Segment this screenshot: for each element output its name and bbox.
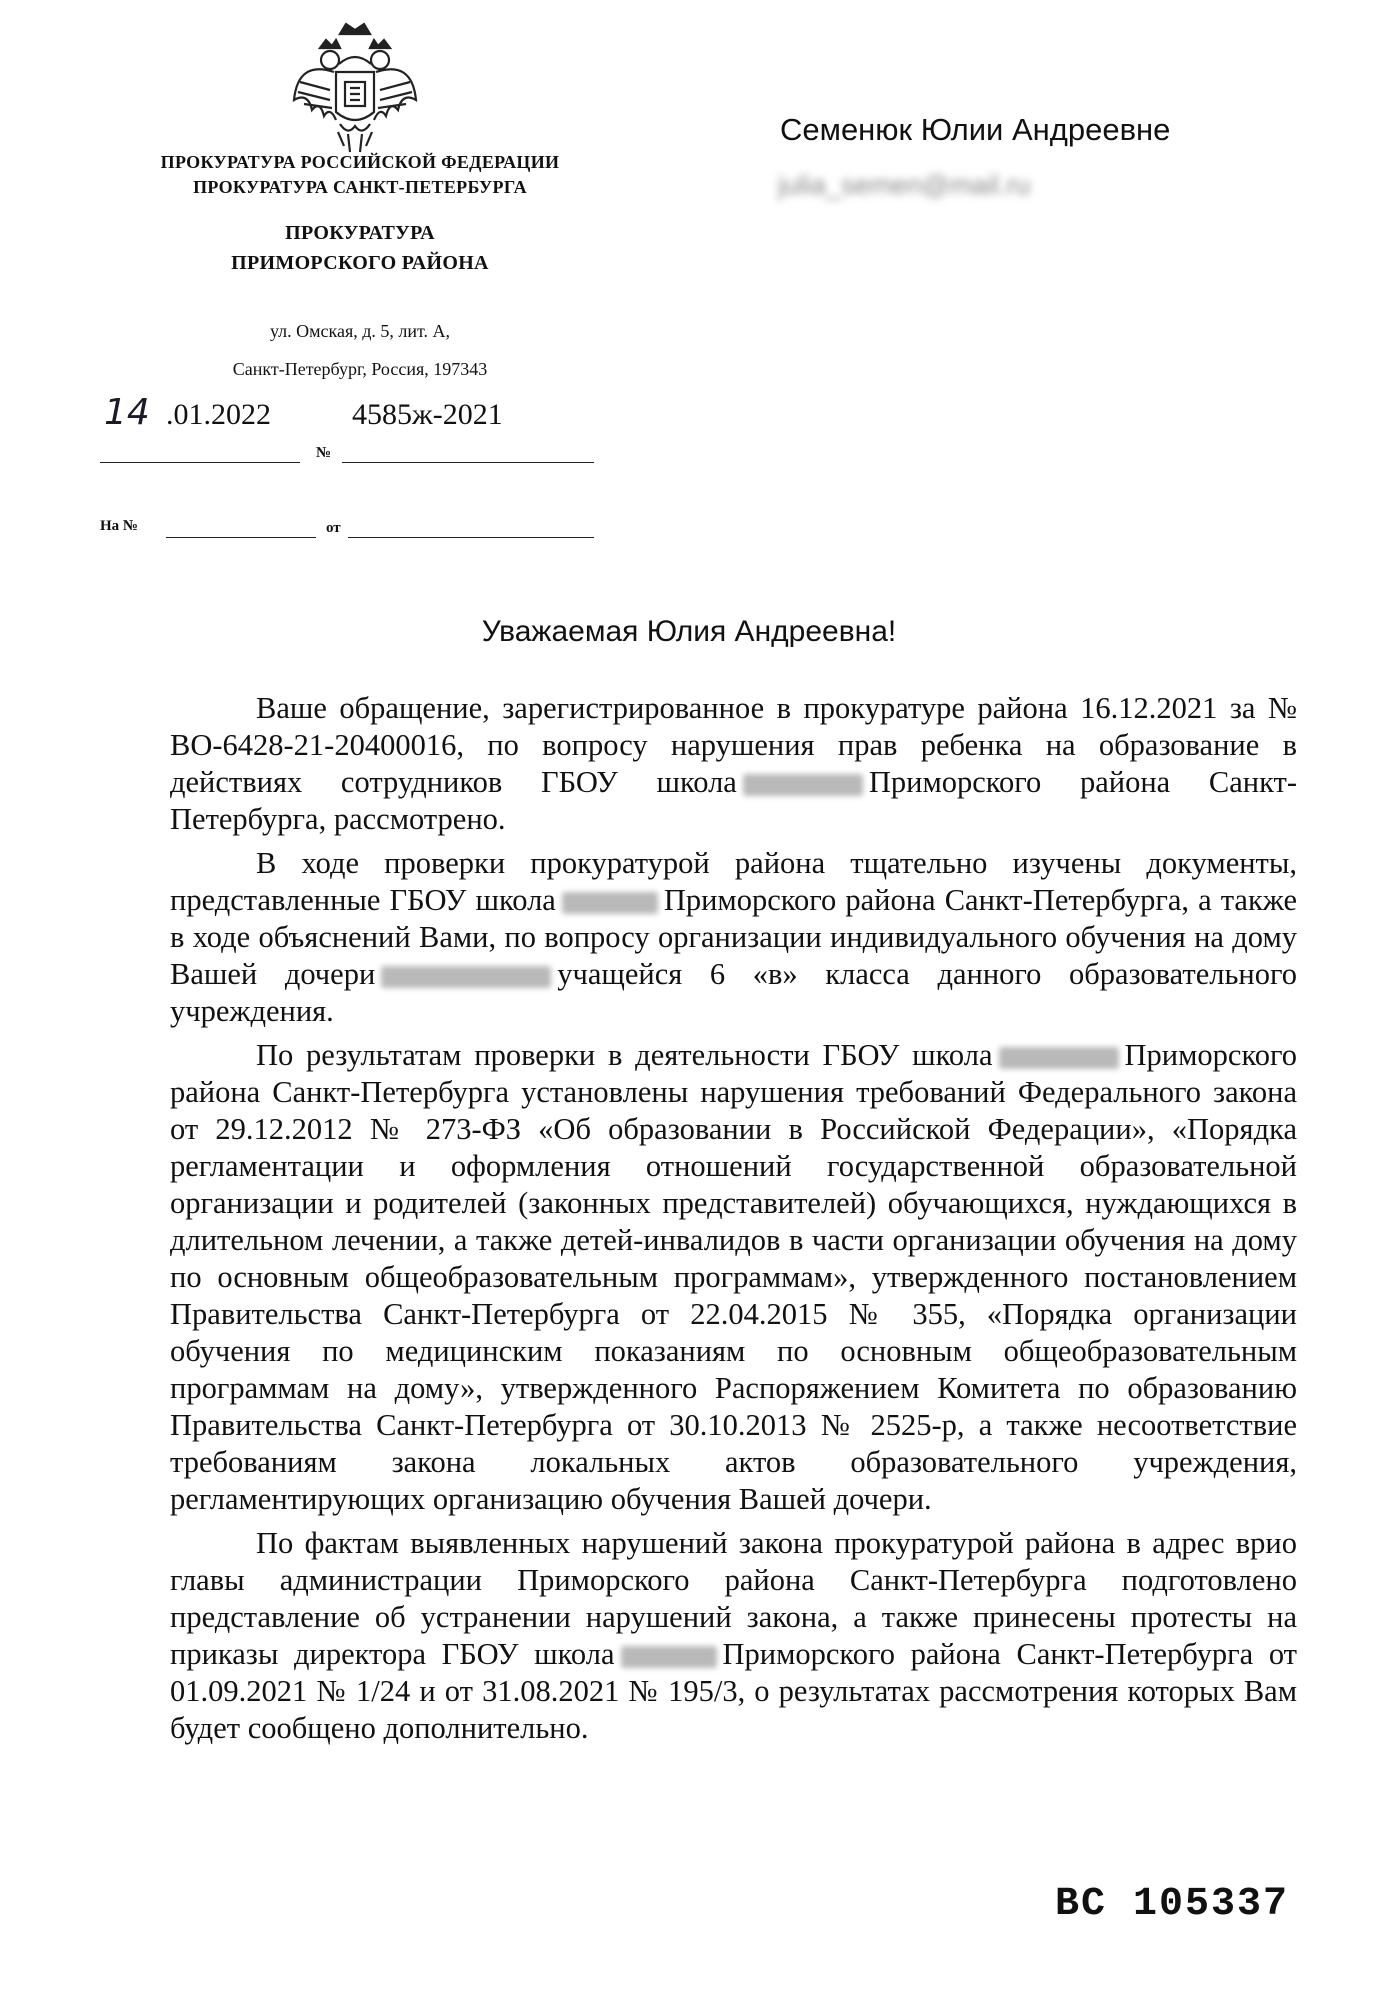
paragraph-3-text-a: По результатам проверки в деятельности ГБОУ школа [256, 1038, 993, 1072]
paragraph-3 [170, 1037, 1297, 1518]
paragraph-1 [170, 690, 1297, 838]
number-sign: № [316, 445, 332, 461]
number-underline [342, 462, 594, 463]
paragraph-4 [170, 1525, 1297, 1747]
paragraph-1-text-b: Приморского района Санкт-Петербурга, рассмотрено. [170, 765, 1297, 836]
date-number-row [100, 392, 600, 468]
address-street: ул. Омская, д. 5, лит. А, [269, 321, 451, 341]
agency-subheader [100, 218, 620, 278]
letter-body [170, 690, 1297, 1754]
reference-row [100, 518, 600, 548]
paragraph-2 [170, 845, 1297, 1030]
coat-of-arms-emblem [290, 20, 420, 158]
agency-line-1: ПРОКУРАТУРА РОССИЙСКОЙ ФЕДЕРАЦИИ [160, 152, 560, 172]
agency-line-4: ПРИМОРСКОГО РАЙОНА [231, 252, 489, 274]
agency-line-3: ПРОКУРАТУРА [285, 222, 435, 244]
ref-from-label: от [326, 520, 341, 536]
agency-header [100, 150, 620, 200]
ref-label: На № [100, 518, 138, 534]
paragraph-2-text-c: учащейся 6 «в» класса данного образовательного учреждения. [170, 957, 1297, 1028]
agency-address [100, 318, 620, 382]
greeting: Уважаемая Юлия Андреевна! [481, 615, 897, 648]
paragraph-2-text-b: Приморского района Санкт-Петербурга, а также в ходе объяснений Вами, по вопросу организации индивидуального обучения на дому Вашей дочери [170, 883, 1297, 991]
paragraph-1-text-a: Ваше обращение, зарегистрированное в прокуратуре района 16.12.2021 за № ВО-6428-21-20400016, по вопросу нарушения прав ребенка на образование в действиях сотрудников ГБОУ школа [170, 691, 1297, 799]
outgoing-number: 4585ж-2021 [352, 398, 503, 431]
redacted-daughter-name [381, 966, 551, 988]
handwritten-day: 14 [104, 392, 150, 433]
recipient-email-redacted: julia_semen@mail.ru [778, 170, 1031, 200]
recipient-name: Семенюк Юлии Андреевне [780, 112, 1171, 147]
address-city: Санкт-Петербург, Россия, 197343 [232, 359, 488, 379]
agency-line-2: ПРОКУРАТУРА САНКТ-ПЕТЕРБУРГА [193, 177, 527, 197]
paragraph-4-text-a: По фактам выявленных нарушений закона прокуратурой района в адрес врио главы администрации Приморского района Санкт-Петербурга подготовлено представление об устранении нарушений закона, а также принесены протесты на приказы директора ГБОУ школа [170, 1526, 1297, 1671]
redacted-school-number [621, 1646, 717, 1668]
date-underline [100, 462, 300, 463]
ref-date-underline [348, 537, 594, 538]
redacted-school-number [999, 1047, 1119, 1069]
paragraph-4-text-b: Приморского района Санкт-Петербурга от 01.09.2021 № 1/24 и от 31.08.2021 № 195/3, о результатах рассмотрения которых Вам будет сообщено дополнительно. [170, 1637, 1297, 1745]
paragraph-2-text-a: В ходе проверки прокуратурой района тщательно изучены документы, представленные ГБОУ школа [170, 846, 1297, 917]
redacted-school-number [743, 774, 863, 796]
ref-number-underline [166, 537, 316, 538]
redacted-school-number [562, 892, 658, 914]
paragraph-3-text-b: Приморского района Санкт-Петербурга установлены нарушения требований Федерального закона от 29.12.2012 № 273-ФЗ «Об образовании в Российской Федерации», «Порядка регламентации и оформления отношений государственной образовательной организации и родителей (законных представителей) обучающихся, нуждающихся в длительном лечении, а также детей-инвалидов в части организации обучения на дому по основным общеобразовательным программам», утвержденного постановлением Правительства Санкт-Петербурга от 22.04.2015 № 355, «Порядка организации обучения по медицинским показаниям по основным общеобразовательным программам на дому», утвержденного Распоряжением Комитета по образованию Правительства Санкт-Петербурга от 30.10.2013 № 2525-р, а также несоответствие требованиям закона локальных актов образовательного учреждения, регламентирующих организацию обучения Вашей дочери. [170, 1038, 1297, 1516]
date-printed: .01.2022 [166, 398, 271, 431]
form-serial-number: ВС 105337 [1055, 1882, 1290, 1927]
